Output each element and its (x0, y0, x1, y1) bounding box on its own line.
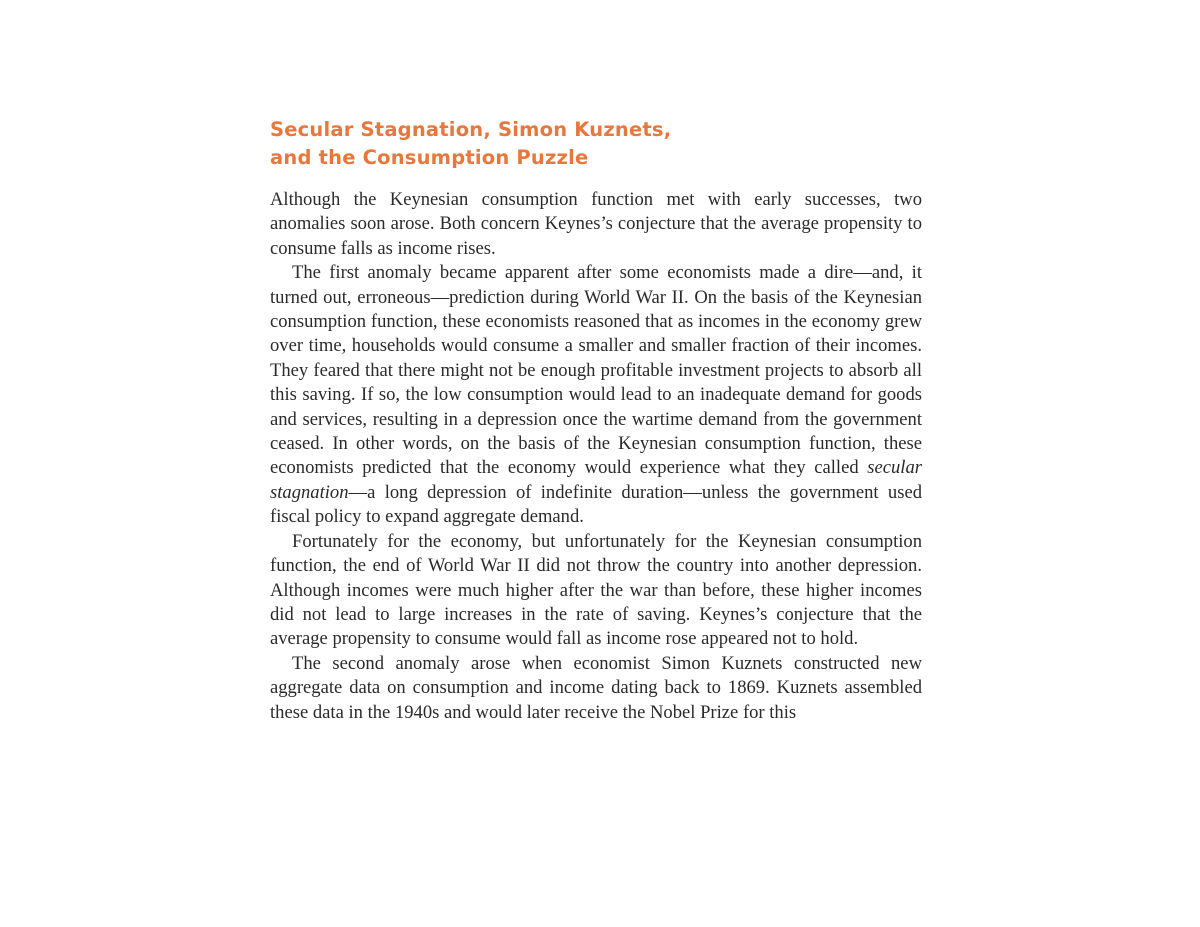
section-heading-line-2: and the Consumption Puzzle (270, 146, 589, 169)
secular-stagnation-term: secular stagnation (270, 457, 922, 503)
page-content (270, 116, 922, 725)
section-heading-line-1: Secular Stagnation, Simon Kuznets, (270, 118, 672, 141)
paragraph-2-text-a: The first anomaly became apparent after some economists made a dire—and, it turned out, erroneous—prediction during World War II. On the basis of the Keynesian consumption function, these economists reasoned that as incomes in the economy grew over time, households would consume a smaller and smaller fraction of their incomes. They feared that there might not be enough profitable investment projects to absorb all this saving. If so, the low consumption would lead to an inadequate demand for goods and services, resulting in a depression once the wartime demand from the government ceased. In other words, on the basis of the Keynesian consumption function, these economists predicted that the economy would experience what they called (270, 262, 922, 479)
paragraph-2 (270, 261, 922, 529)
section-heading (270, 116, 922, 172)
paragraph-3: Fortunately for the economy, but unfortunately for the Keynesian consumption function, the end of World War II did not throw the country into another depression. Although incomes were much higher after the war than before, these higher incomes did not lead to large increases in the rate of saving. Keynes’s conjecture that the average propensity to consume would fall as income rose appeared not to hold. (270, 530, 922, 650)
paragraph-2-text-b: —a long depression of indefinite duration—unless the government used fiscal policy to expand aggregate demand. (270, 481, 922, 528)
paragraph-4: The second anomaly arose when economist Simon Kuznets constructed new aggregate data on consumption and income dating back to 1869. Kuznets assembled these data in the 1940s and would later receive the Nobel Prize for this (270, 652, 922, 723)
paragraph-1: Although the Keynesian consumption function met with early successes, two anomalies soon arose. Both concern Keynes’s conjecture that the average propensity to consume falls as income rises. (270, 189, 922, 259)
